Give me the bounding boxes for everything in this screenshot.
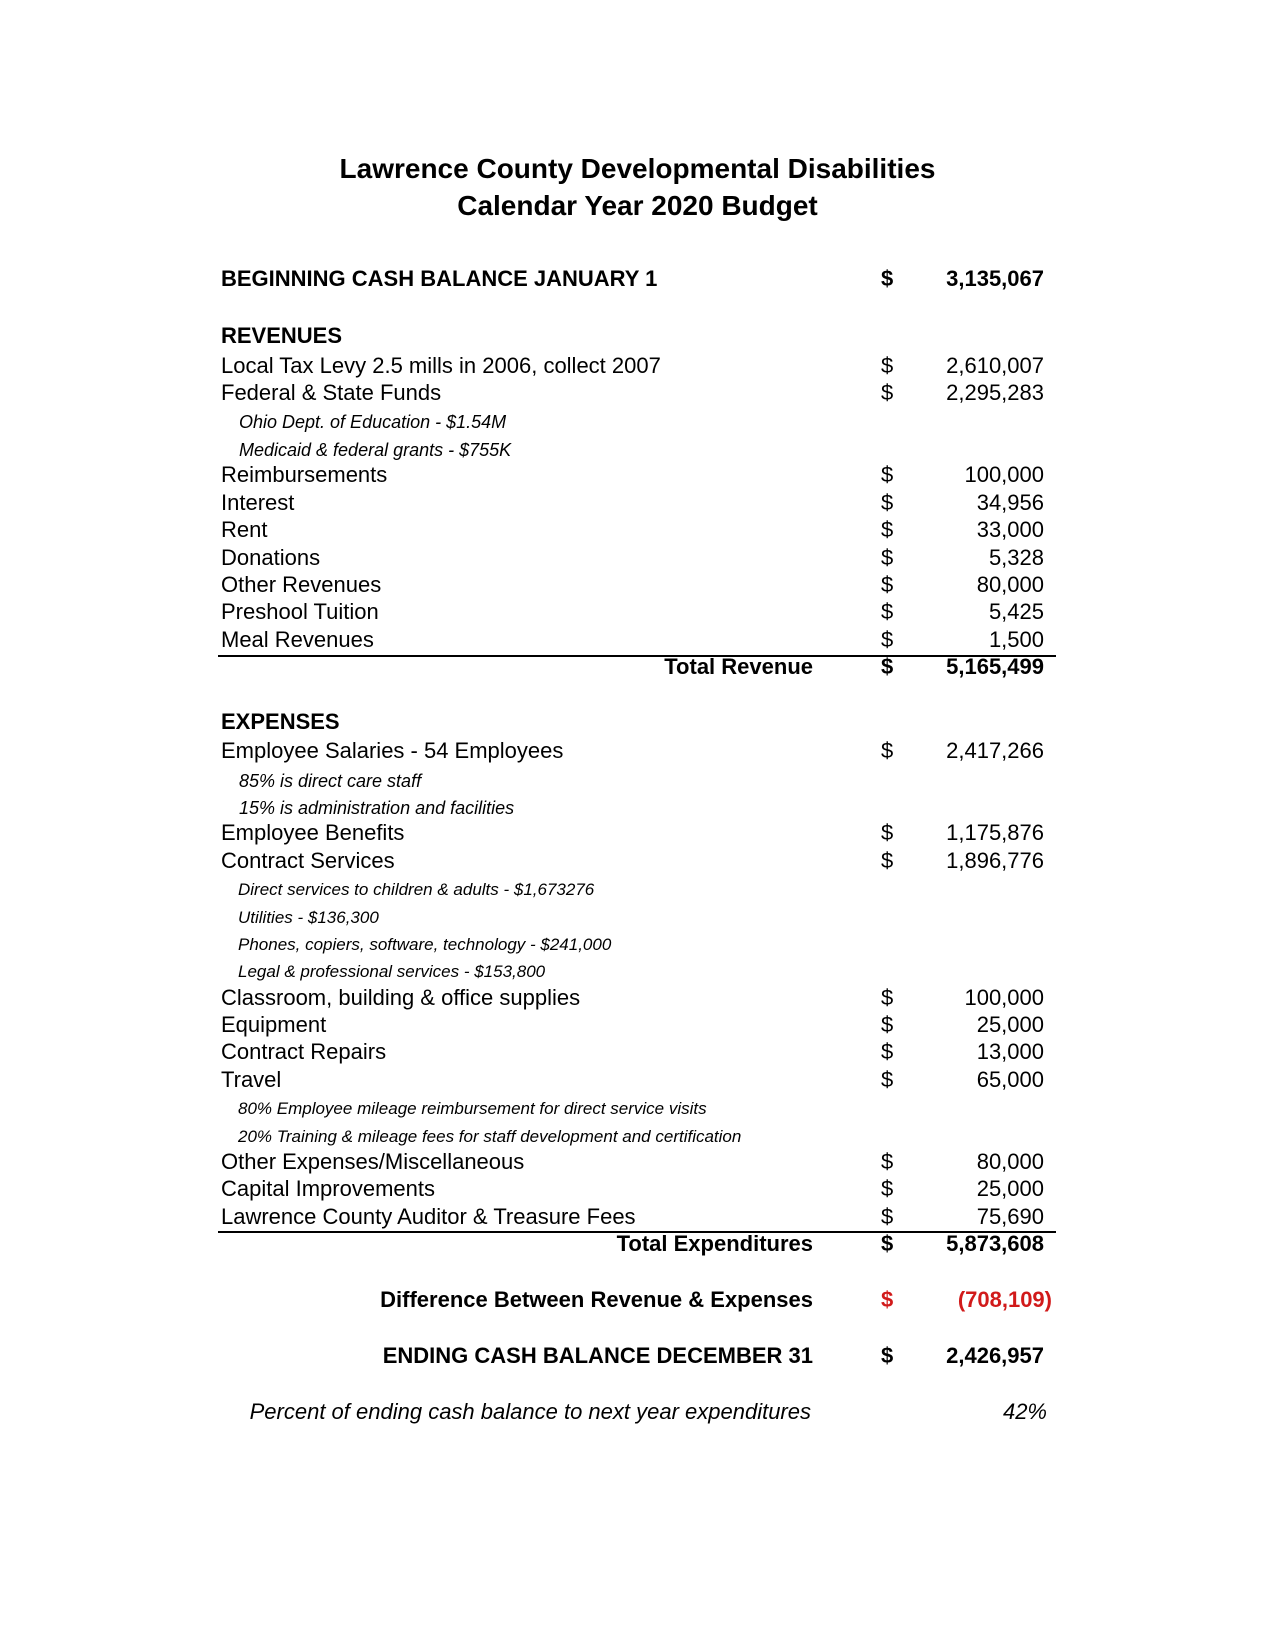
revenues-heading [218,321,1056,349]
expense-row [218,818,1056,846]
expense-amount: 25,000 [976,1012,1044,1037]
revenue-note-text: Medicaid & federal grants - $755K [239,440,512,460]
expense-label: Employee Benefits [221,820,405,845]
revenue-amount: 5,425 [988,599,1044,624]
expense-note-text: 85% is direct care staff [239,771,422,791]
total-revenue-row [218,652,1056,680]
total-revenue-amount: 5,165,499 [946,654,1044,679]
revenue-row [218,570,1056,598]
currency-sign: $ [881,627,894,652]
revenue-amount: 5,328 [988,545,1044,570]
total-expenditures-label: Total Expenditures [616,1231,813,1256]
expense-note [218,955,1056,983]
expense-label: Classroom, building & office supplies [221,985,581,1010]
revenue-label: Rent [221,517,268,542]
expense-amount: 1,175,876 [946,820,1044,845]
currency-sign: $ [881,380,894,405]
expense-label: Contract Services [221,848,395,873]
revenue-row [218,543,1056,571]
expense-row [218,1147,1056,1175]
expense-amount: 1,896,776 [946,848,1044,873]
revenue-amount: 80,000 [976,572,1044,597]
expense-note [218,1092,1056,1120]
revenue-row [218,351,1056,379]
ending-balance-row [218,1341,1056,1369]
currency-sign: $ [881,1176,894,1201]
expense-note-text: Utilities - $136,300 [238,908,379,927]
percent-label: Percent of ending cash balance to next year expenditures [249,1399,811,1424]
currency-sign: $ [881,654,894,679]
revenue-note [218,433,1056,461]
currency-sign: $ [881,1067,894,1092]
currency-sign: $ [881,490,894,515]
expense-note [218,791,1056,819]
revenue-amount: 34,956 [976,490,1044,515]
currency-sign: $ [881,738,894,763]
expense-label: Other Expenses/Miscellaneous [221,1149,525,1174]
revenue-label: Preshool Tuition [221,599,379,624]
expense-amount: 13,000 [976,1039,1044,1064]
total-expenditures-row [218,1229,1056,1257]
revenue-label: Reimbursements [221,462,388,487]
currency-sign: $ [881,545,894,570]
expense-amount: 65,000 [976,1067,1044,1092]
expense-label: Capital Improvements [221,1176,435,1201]
expense-note-text: 20% Training & mileage fees for staff development and certification [238,1127,742,1146]
beginning-balance-amount: 3,135,067 [946,266,1044,291]
currency-sign: $ [881,1343,894,1368]
expense-row [218,736,1056,764]
revenue-amount: 100,000 [964,462,1044,487]
title-line-2: Calendar Year 2020 Budget [457,190,818,221]
document-title [0,150,1275,224]
currency-sign: $ [881,572,894,597]
revenue-amount: 2,295,283 [946,380,1044,405]
revenue-label: Federal & State Funds [221,380,442,405]
ending-balance-label: ENDING CASH BALANCE DECEMBER 31 [382,1343,813,1368]
expense-label: Employee Salaries - 54 Employees [221,738,564,763]
currency-sign: $ [881,517,894,542]
percent-value: 42% [1002,1399,1047,1424]
currency-sign: $ [881,462,894,487]
total-expenditures-amount: 5,873,608 [946,1231,1044,1256]
revenue-amount: 2,610,007 [946,353,1044,378]
currency-sign: $ [881,1231,894,1256]
ending-balance-amount: 2,426,957 [946,1343,1044,1368]
expenses-heading [218,707,1056,735]
expense-note [218,928,1056,956]
expense-amount: 100,000 [964,985,1044,1010]
revenue-note [218,405,1056,433]
revenue-label: Meal Revenues [221,627,374,652]
revenue-row [218,597,1056,625]
difference-row [218,1285,1056,1313]
expense-note [218,1120,1056,1148]
revenue-row [218,515,1056,543]
revenue-amount: 1,500 [988,627,1044,652]
revenue-label: Donations [221,545,321,570]
revenue-label: Other Revenues [221,572,382,597]
revenue-row [218,488,1056,516]
currency-sign: $ [881,266,894,291]
expense-note-text: Phones, copiers, software, technology - $241,000 [238,935,612,954]
currency-sign: $ [881,848,894,873]
expense-row [218,846,1056,874]
currency-sign: $ [881,599,894,624]
expense-amount: 80,000 [976,1149,1044,1174]
currency-sign: $ [881,1287,894,1312]
expense-label: Travel [221,1067,282,1092]
currency-sign: $ [881,1149,894,1174]
expense-label: Lawrence County Auditor & Treasure Fees [221,1204,636,1229]
expense-row [218,983,1056,1011]
revenue-row [218,460,1056,488]
expense-note-text: Legal & professional services - $153,800 [238,962,546,981]
revenue-amount: 33,000 [976,517,1044,542]
expense-amount: 25,000 [976,1176,1044,1201]
revenue-note-text: Ohio Dept. of Education - $1.54M [239,412,507,432]
total-revenue-label: Total Revenue [664,654,813,679]
expense-row [218,1065,1056,1093]
expense-row [218,1010,1056,1038]
expense-label: Equipment [221,1012,327,1037]
expense-note [218,764,1056,792]
expense-note-text: 15% is administration and facilities [239,798,515,818]
expense-row [218,1174,1056,1202]
difference-label: Difference Between Revenue & Expenses [380,1287,813,1312]
currency-sign: $ [881,1012,894,1037]
difference-amount: (708,109) [957,1287,1052,1312]
expense-note-text: 80% Employee mileage reimbursement for direct service visits [238,1099,707,1118]
revenue-label: Interest [221,490,295,515]
currency-sign: $ [881,985,894,1010]
currency-sign: $ [881,820,894,845]
expense-row [218,1037,1056,1065]
title-line-1: Lawrence County Developmental Disabilities [339,153,936,184]
expense-amount: 75,690 [976,1204,1044,1229]
revenue-row [218,378,1056,406]
beginning-balance-row [218,264,1056,292]
revenue-label: Local Tax Levy 2.5 mills in 2006, collect 2007 [221,353,661,378]
expense-row [218,1202,1056,1230]
percent-row [218,1397,1056,1425]
expense-note [218,873,1056,901]
expenses-heading-text: EXPENSES [221,709,340,734]
expense-amount: 2,417,266 [946,738,1044,763]
currency-sign: $ [881,1204,894,1229]
beginning-balance-label: BEGINNING CASH BALANCE JANUARY 1 [221,266,658,291]
expense-note-text: Direct services to children & adults - $1,673276 [238,880,595,899]
currency-sign: $ [881,1039,894,1064]
currency-sign: $ [881,353,894,378]
revenues-heading-text: REVENUES [221,323,343,348]
expense-label: Contract Repairs [221,1039,387,1064]
expense-note [218,901,1056,929]
revenue-row [218,625,1056,653]
